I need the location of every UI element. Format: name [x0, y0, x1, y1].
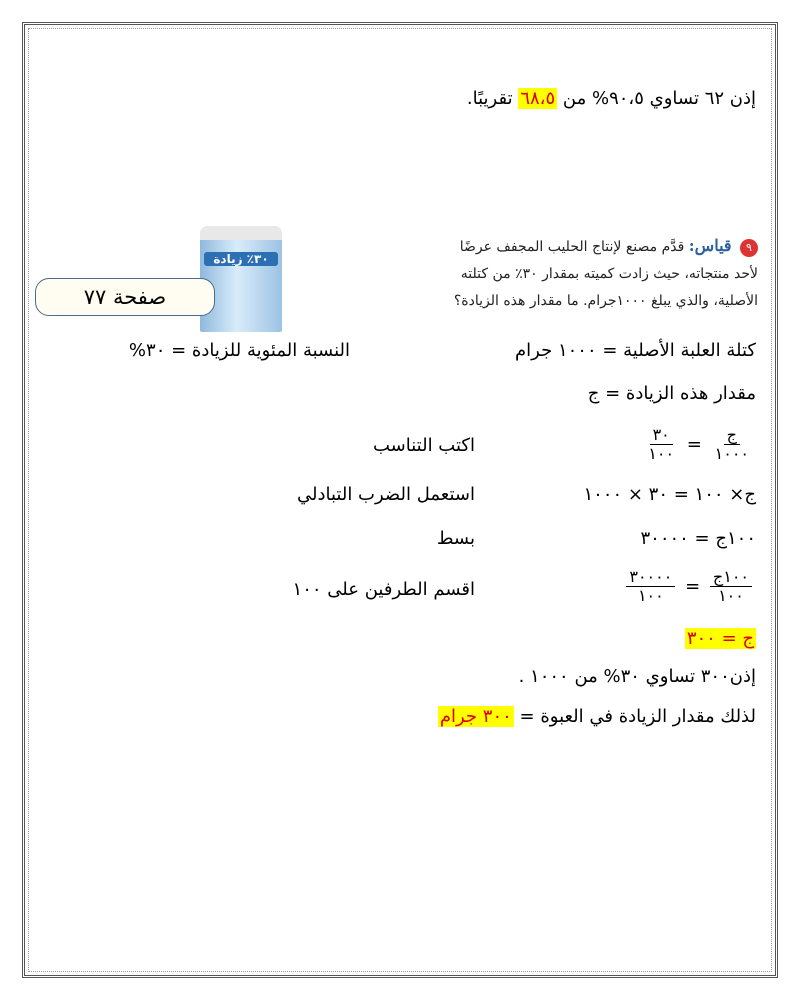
step-cross-multiply: ج× ١٠٠ = ٣٠ × ١٠٠٠ [583, 484, 756, 505]
problem-keyword: قياس: [688, 236, 732, 255]
given-mass: كتلة العلبة الأصلية = ١٠٠٠ جرام [515, 340, 756, 361]
conclusion-highlight: ٣٠٠ جرام [439, 706, 512, 727]
result-highlight: ج = ٣٠٠ [686, 628, 754, 649]
textbook-problem-text [358, 232, 758, 315]
step-3-note: بسط [436, 528, 475, 549]
line1-suffix: تقريبًا. [466, 88, 513, 109]
fraction-right-divide: $\frac{٣٠٠٠٠}{١٠٠}$ [626, 568, 675, 606]
given-percent: النسبة المئوية للزيادة = ٣٠% [128, 340, 350, 361]
line1-prefix: إذن ٦٢ تساوي ٩٠،٥% من [562, 88, 756, 109]
result-line [685, 628, 756, 649]
conclusion-line-2 [438, 706, 756, 727]
step-simplify: ١٠٠ج = ٣٠٠٠٠ [640, 528, 756, 549]
let-statement: مقدار هذه الزيادة = ج [587, 383, 756, 404]
conclusion-line-1: إذن٣٠٠ تساوي ٣٠% من ١٠٠٠ . [518, 666, 756, 687]
answer-line-previous [467, 88, 756, 109]
fraction-left-divide: $\frac{\text{١٠٠ج}}{١٠٠}$ [710, 568, 752, 606]
milk-can-lid [200, 226, 282, 240]
step-2-note: استعمل الضرب التبادلي [297, 484, 475, 505]
problem-line-1: قدَّم مصنع لإنتاج الحليب المجفف عرضًا [459, 239, 685, 255]
problem-line-3: الأصلية، والذي يبلغ ١٠٠٠جرام. ما مقدار هذه الزيادة؟ [453, 293, 758, 309]
milk-can-label: ٣٠٪ زيادة [204, 252, 278, 266]
step-proportion [641, 426, 756, 464]
step-1-note: اكتب التناسب [373, 435, 475, 456]
line1-highlight: ٦٨،٥ [520, 88, 556, 109]
page-number-label: صفحة ٧٧ [35, 278, 215, 316]
textbook-excerpt [210, 226, 758, 332]
milk-can-image [200, 226, 282, 332]
problem-number-badge: ٩ [740, 239, 758, 257]
equals-sign: = [686, 433, 702, 455]
fraction-right: $\frac{٣٠}{١٠٠}$ [648, 425, 675, 464]
conclusion-text: لذلك مقدار الزيادة في العبوة = [519, 706, 756, 727]
step-divide [622, 568, 756, 606]
equals-sign-divide: = [685, 575, 701, 597]
problem-line-2: لأحد منتجاته، حيث زادت كميته بمقدار ٣٠٪ من كتلته [460, 266, 758, 282]
step-4-note: اقسم الطرفين على ١٠٠ [292, 579, 475, 600]
fraction-left: $\frac{\text{ج}}{١٠٠٠}$ [714, 425, 749, 464]
